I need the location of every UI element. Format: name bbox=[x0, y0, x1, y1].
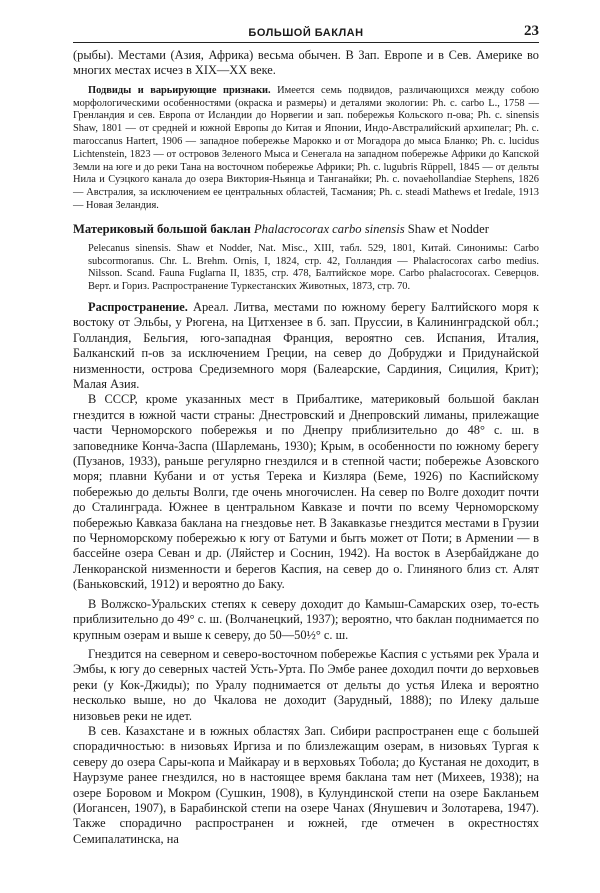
section-heading bbox=[73, 221, 539, 237]
subspecies-russian-name: Материковый большой баклан bbox=[73, 221, 251, 236]
subspecies-text: Имеется семь подвидов, различающихся между собою морфологическими особенностями (окраска и размеры) и деталями экологии: Ph. c. carbo L., 1758 — Гренландия и сев. Европа от Исландии до Норвегии и зап. побережья Кольского п-ова; Ph. c. sinensis Shaw, 1801 — от средней и южной Европы до Китая и Японии, Индо-Австралийский архипелаг; Ph. c. maroccanus Hartert, 1906 — западное побережье Марокко и от Могадора до мыса Бланко; Ph. c. lucidus Lichtenstein, 1823 — от островов Зеленого Мыса и Сенегала на западном побережье Африки до Капской Земли на юге и до реки Тана на восточном побережье Африки; Ph. c. lugubris Rüppell, 1845 — от дельты Нила и Суэцкого канала до озера Виктория-Ньянца и Танганайки; Ph. c. novaehollandiae Stephens, 1826 — Австралия, за исключением ее центральных областей, Тасмания; Ph. c. steadi Mathews et Iredale, 1913 — Новая Зеландия. bbox=[73, 84, 539, 211]
distribution-paragraph-5: В сев. Казахстане и в южных областях Зап. Сибири распространен еще с большей спорадичностью: в низовьях Иргиза и по близлежащим озерам, в низовьях Тургая к северу до озера Сары-копа и Майкарау и в верховьях Тобола; до Кустаная не доходит, в Наурзуме ранее гнездился, но в настоящее время баклана там нет (Михеев, 1938); на озере Боровом и Мокром (Сушкин, 1908), в Кулундинской степи на озере Бакланьем (Иогансен, 1907), в Барабинской степи на озере Чанах (Янушевич и Золотарева, 1947). Также спорадично распространен и южней, где отмечен в окрестностях Семипалатинска, на bbox=[73, 723, 539, 846]
distribution-text-1: Ареал. Литва, местами по южному берегу Балтийского моря к востоку от Эльбы, у Рюгена, на Цитхензее в б. зап. Пруссии, в Калининградской обл.; Голландия, Бельгия, юго-западная Франция, вероятно сев. Испания, Италия, Балканский п-ов за исключением Греции, на север до Добруджи и Придунайской низменности, острова Средиземного моря (Балеарские, Сардиния, Сицилия, Крит); Малая Азия. bbox=[73, 299, 539, 391]
running-title: БОЛЬШОЙ БАКЛАН bbox=[248, 27, 364, 39]
subspecies-lead: Подвиды и варьирующие признаки. bbox=[88, 84, 271, 96]
subspecies-latin-name: Phalacrocorax carbo sinensis bbox=[253, 221, 405, 236]
book-page bbox=[0, 12, 600, 893]
distribution-lead: Распространение. bbox=[88, 299, 188, 314]
page-number: 23 bbox=[524, 23, 539, 39]
distribution-paragraph-2: В СССР, кроме указанных мест в Прибалтике, материковый большой баклан гнездится в южной части страны: Днестровский и Днепровский лиманы, прилежащие части Черноморского побережья и по Днепру приблизительно до 48° с. ш. в заповеднике Конча-Заспа (Шарлемань, 1930); Крым, в особенности по южному берегу (Пузанов, 1933), раньше регулярно гнездился и в степной части; побережье Азовского моря; плавни Кубани и от устья Терека и Кизляра (Беме, 1926) по Каспийскому побережью до дельты Волги, где очень многочислен. На север по Волге доходит почти до Сталинграда. Южнее в центральном Кавказе и почти по всему Черноморскому побережью Кавказа баклана на гнездовье нет. В Закавказье гнездится местами в Грузии по Черноморскому побережью к югу от Батуми и быть может от Поти; в Армении — в бассейне озера Севан и др. (Ляйстер и Соснин, 1942). На восток в Азербайджане до Ленкоранской низменности и берегов Каспия, на север до о. Глиняного близ ст. Алят (Баньковский, 1912) и вероятно до Баку. bbox=[73, 392, 539, 592]
distribution-paragraph-1 bbox=[73, 300, 539, 392]
page-header bbox=[73, 12, 539, 43]
continuation-paragraph: (рыбы). Местами (Азия, Африка) весьма обычен. В Зап. Европе и в Сев. Америке во многих местах исчез в XIX—XX веке. bbox=[73, 48, 539, 78]
subspecies-paragraph bbox=[73, 85, 539, 213]
distribution-paragraph-3: В Волжско-Уральских степях к северу доходит до Камыш-Самарских озер, то-есть приблизительно до 49° с. ш. (Волчанецкий, 1937); вероятно, что баклан поднимается по крупным озерам и выше к северу, до 50—50½° с. ш. bbox=[73, 596, 539, 642]
synonymy-block: Pelecanus sinensis. Shaw et Nodder, Nat. Misc., XIII, табл. 529, 1801, Китай. Синонимы: Carbo subcormoranus. Chr. L. Brehm. Ornis, I, 1824, стр. 42, Голландия — Phalacrocorax carbo medius. Nilsson. Scand. Fauna Fuglarna II, 1835, стр. 478, Балтийское море. Carbo phalacrocorax. Северцов. Верт. и Гориз. Распространение Туркестанских Животных, 1873, стр. 70. bbox=[88, 242, 539, 293]
distribution-paragraph-4: Гнездится на северном и северо-восточном побережье Каспия с устьями рек Урала и Эмбы, к югу до северных частей Усть-Урта. По Эмбе ранее доходил почти до верховьев реки (у Кок-Джиды); по Уралу поднимается от дельты до устья Илека и вероятно несколько выше, но до Чкалова не доходит (Зарудный, 1888); по Илеку дальше низовьев реки не идет. bbox=[73, 646, 539, 723]
subspecies-authors: Shaw et Nodder bbox=[407, 221, 489, 236]
